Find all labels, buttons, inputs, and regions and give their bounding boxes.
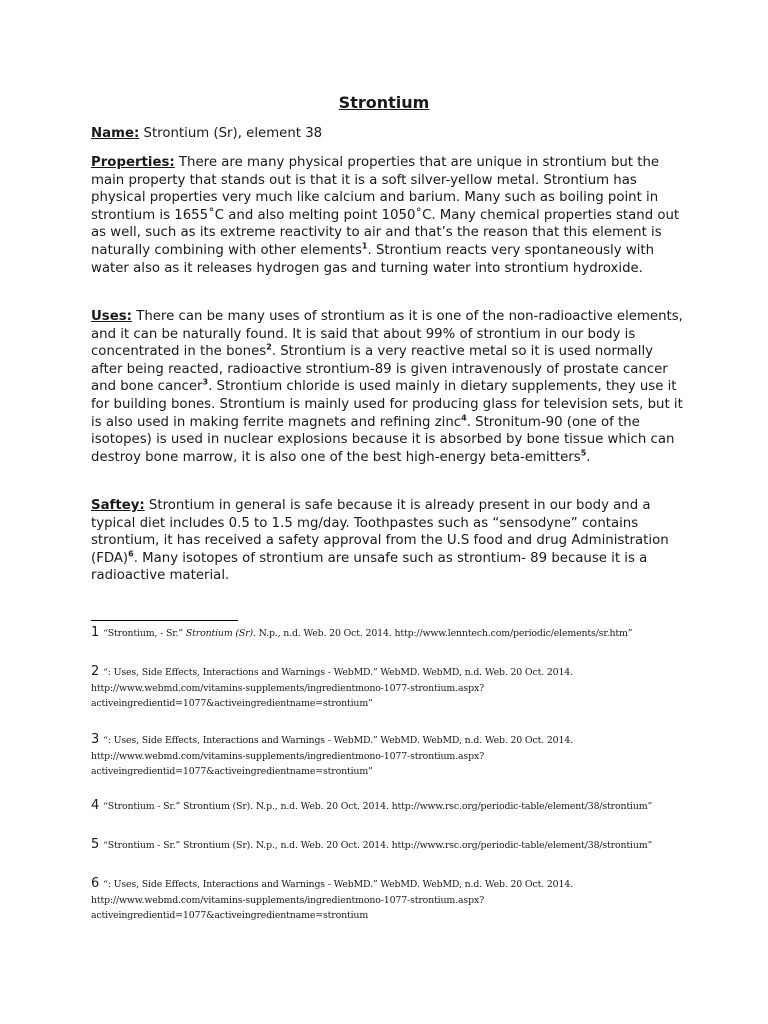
- footnote-3: [91, 732, 691, 780]
- document-title: Strontium: [338, 93, 430, 112]
- footnote-5: [91, 837, 691, 854]
- name-text: Strontium (Sr), element 38: [139, 126, 323, 141]
- footnote-text[interactable]: “Strontium - Sr.” Strontium (Sr). N.p., n.d. Web. 20 Oct. 2014. http://www.rsc.org/periodic-table/element/38/strontium”: [103, 840, 653, 851]
- footnote-text: “: Uses, Side Effects, Interactions and Warnings - WebMD.” WebMD. WebMD, n.d. Web. 20 Oct. 2014.: [103, 667, 573, 678]
- uses-text: . Strontium chloride is used mainly in dietary supplements, they use it for building bones. Strontium is mainly used for producing glass for television sets, but it is also used in making ferrite magnets and refining zinc: [91, 379, 683, 430]
- footnote-text[interactable]: “Strontium - Sr.” Strontium (Sr). N.p., n.d. Web. 20 Oct. 2014. http://www.rsc.org/periodic-table/element/38/strontium”: [103, 801, 653, 812]
- footnote-text: “: Uses, Side Effects, Interactions and Warnings - WebMD.” WebMD. WebMD, n.d. Web. 20 Oct. 2014.: [103, 735, 573, 746]
- uses-paragraph: [91, 308, 686, 466]
- safety-text: . Many isotopes of strontium are unsafe such as strontium- 89 because it is a radioactive material.: [91, 550, 648, 584]
- properties-paragraph: [91, 154, 686, 277]
- safety-paragraph: [91, 497, 686, 585]
- footnote-italic-title: Strontium (Sr): [185, 628, 254, 639]
- footnote-ref[interactable]: 6: [128, 549, 134, 559]
- footnote-text: activeingredientid=1077&activeingredientname=strontium”: [91, 698, 373, 709]
- footnote-link[interactable]: http://www.webmd.com/vitamins-supplements/ingredientmono-1077-strontium.aspx?: [91, 894, 484, 906]
- footnote-number: 6: [91, 876, 100, 891]
- footnote-text: activeingredientid=1077&activeingredientname=strontium”: [91, 766, 373, 777]
- footnote-number: 2: [91, 664, 100, 679]
- uses-text: There can be many uses of strontium as it is one of the non-radioactive elements, and it can be naturally found. It is said that about 99% of strontium in our body is concentrated in the bones: [91, 309, 683, 360]
- properties-text: . Strontium reacts very spontaneously with water also as it releases hydrogen gas and turning water into strontium hydroxide.: [91, 242, 655, 276]
- footnote-text: “: Uses, Side Effects, Interactions and Warnings - WebMD.” WebMD. WebMD, n.d. Web. 20 Oct. 2014.: [103, 879, 573, 890]
- footnote-2: [91, 664, 691, 712]
- footnote-6: [91, 876, 691, 924]
- footnote-ref[interactable]: 5: [580, 448, 587, 458]
- footnote-text: activeingredientid=1077&activeingredientname=strontium: [91, 910, 369, 921]
- uses-text: .: [586, 449, 591, 465]
- properties-text: There are many physical properties that are unique in strontium but the main property that stands out is that it is a soft silver-yellow metal. Strontium has physical properties very much like calcium and barium. Many such as boiling point in strontium is 1655˚C and also melting point 1050˚C. Many chemical properties stand out as well, such as its extreme reactivity to air and that’s the reason that this element is naturally combining with other elements: [91, 155, 680, 258]
- safety-label: Saftey:: [91, 498, 145, 513]
- properties-label: Properties:: [91, 155, 175, 170]
- safety-text: Strontium in general is safe because it is already present in our body and a typical diet includes 0.5 to 1.5 mg/day. Toothpastes such as “sensodyne” contains strontium, it has received a safety approval from the U.S food and drug Administration (FDA): [91, 498, 669, 566]
- footnote-number: 4: [91, 798, 100, 813]
- footnote-number: 5: [91, 837, 100, 852]
- footnote-ref[interactable]: 3: [202, 377, 209, 387]
- footnote-divider: [91, 620, 238, 621]
- uses-text: . Stronitum-90 (one of the isotopes) is used in nuclear explosions because it is absorbed by bone tissue which can destroy bone marrow, it is also one of the best high-energy beta-emitters: [91, 414, 675, 465]
- footnote-1: [91, 625, 691, 642]
- footnote-ref[interactable]: 2: [266, 342, 272, 352]
- footnote-number: 1: [91, 625, 100, 640]
- uses-label: Uses:: [91, 309, 132, 324]
- footnote-number: 3: [91, 732, 100, 747]
- name-label: Name:: [91, 126, 140, 141]
- footnote-link[interactable]: http://www.webmd.com/vitamins-supplements/ingredientmono-1077-strontium.aspx?: [91, 682, 484, 694]
- footnote-4: [91, 798, 691, 815]
- footnote-ref[interactable]: 1: [361, 241, 368, 251]
- name-paragraph: [91, 125, 686, 143]
- footnote-text[interactable]: . N.p., n.d. Web. 20 Oct. 2014. http://www.lenntech.com/periodic/elements/sr.htm”: [253, 628, 633, 639]
- footnote-link[interactable]: http://www.webmd.com/vitamins-supplements/ingredientmono-1077-strontium.aspx?: [91, 750, 484, 762]
- uses-text: . Strontium is a very reactive metal so it is used normally after being reacted, radioactive strontium-89 is given intravenously of prostate cancer and bone cancer: [91, 344, 668, 395]
- footnote-text: “Strontium, - Sr.”: [103, 628, 186, 639]
- footnote-ref[interactable]: 4: [461, 413, 467, 423]
